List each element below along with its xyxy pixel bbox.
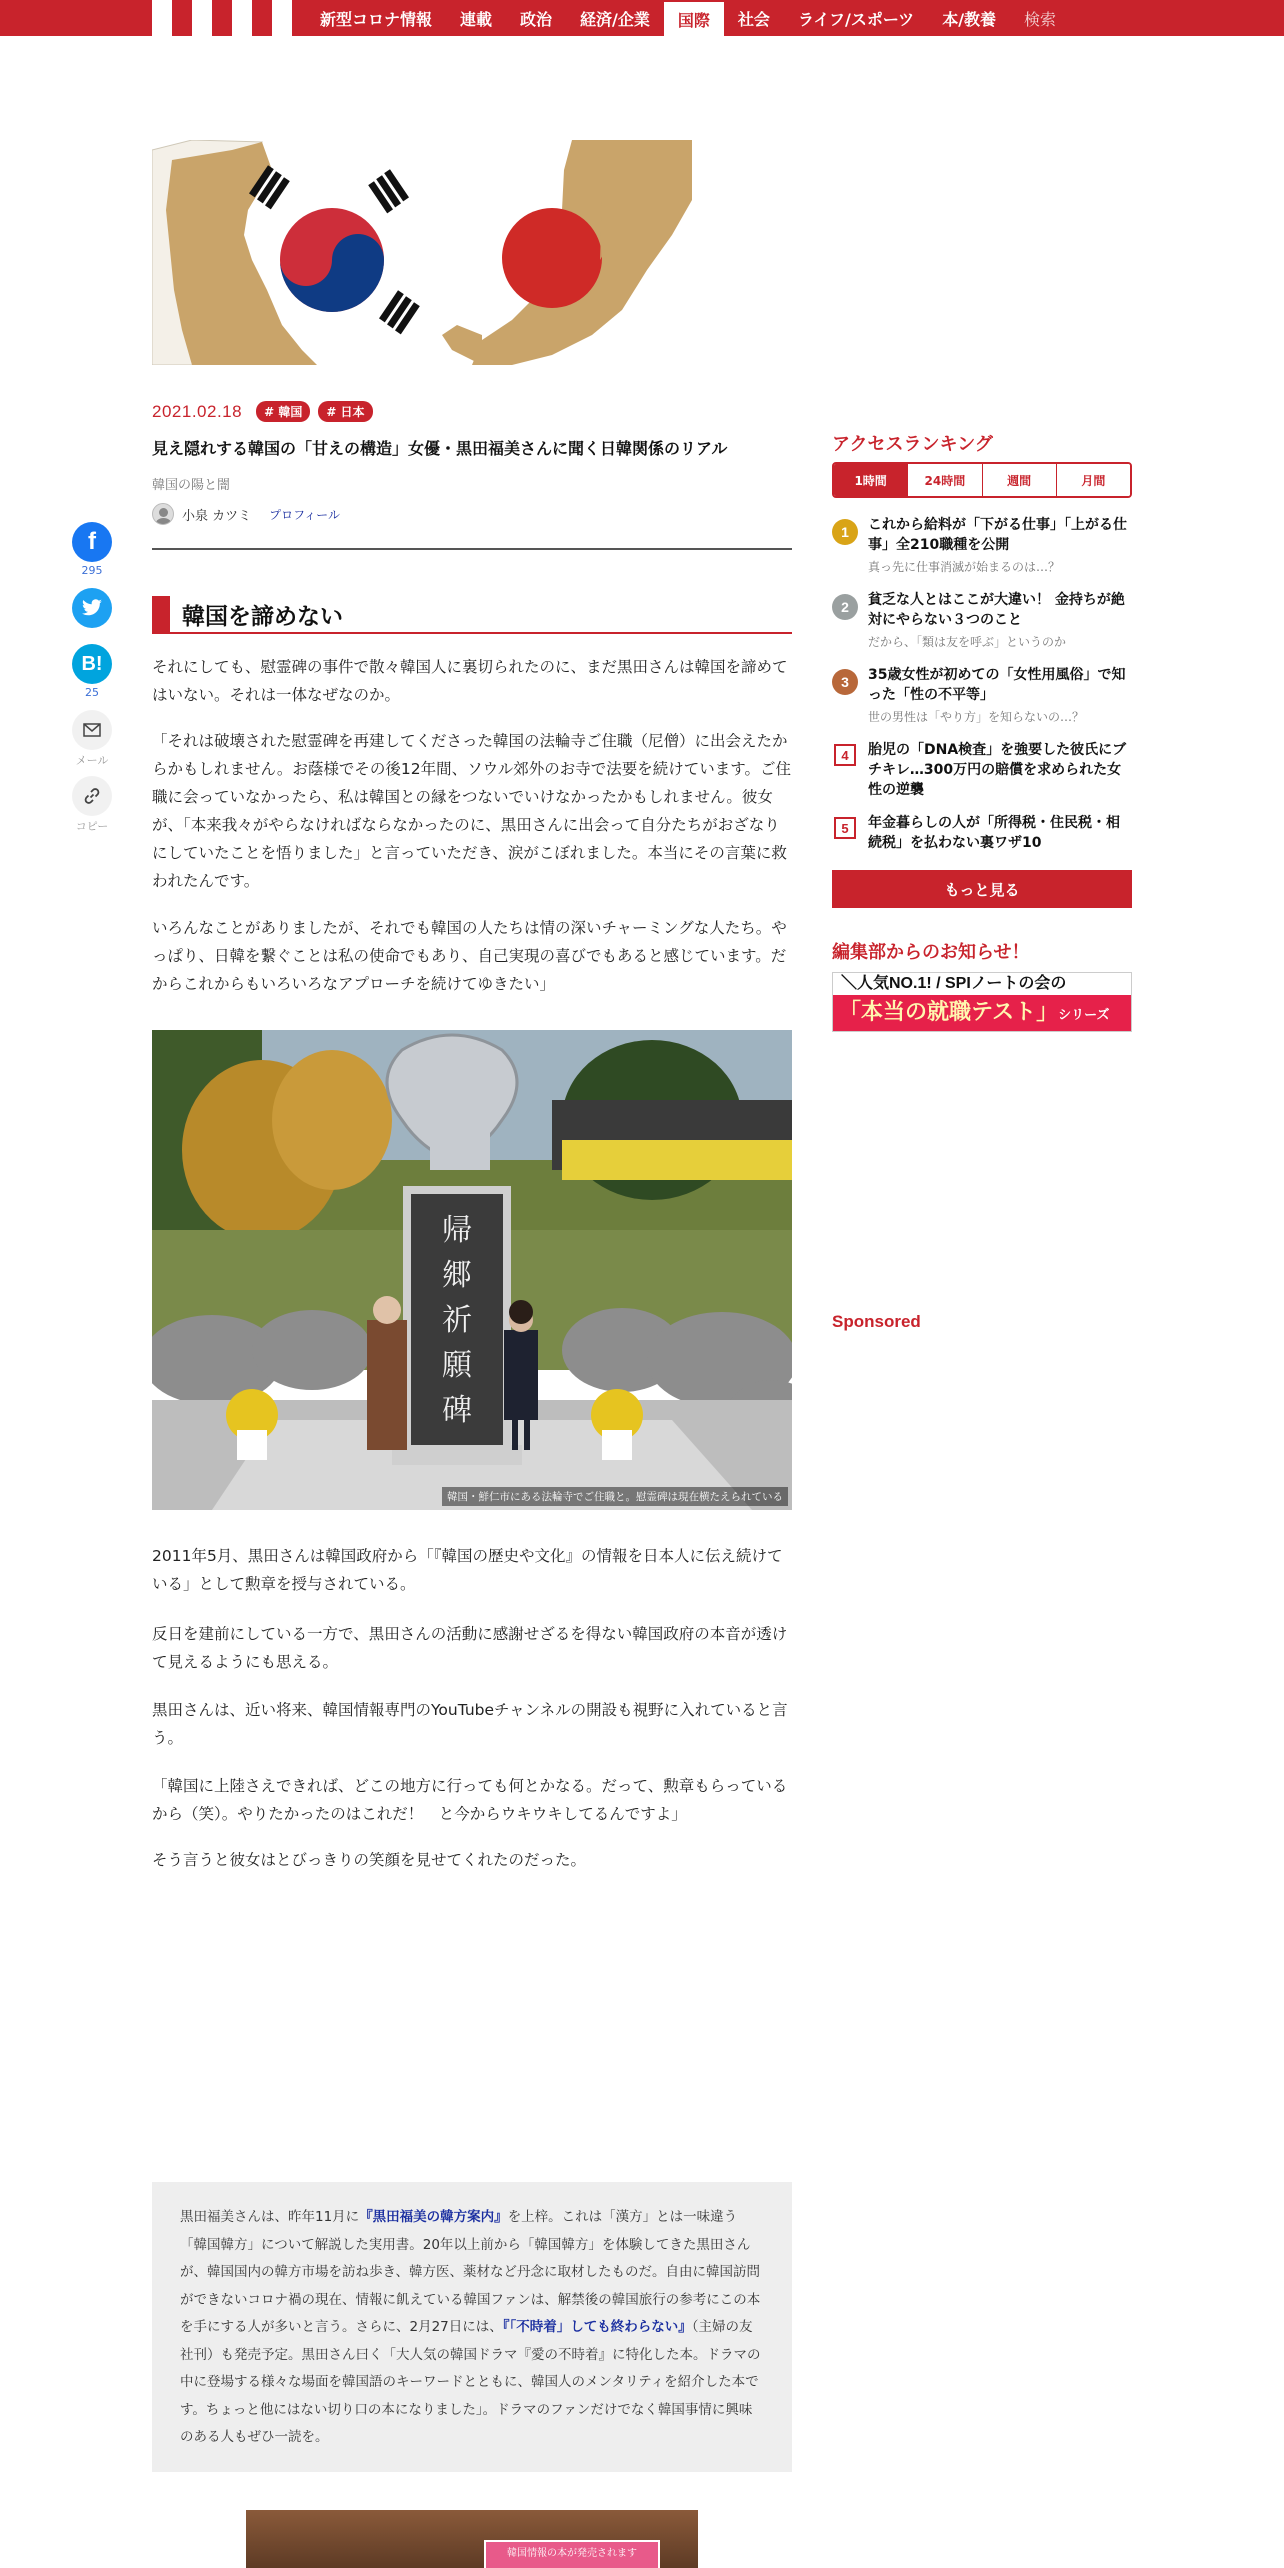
monument-char: 碑 <box>442 1393 472 1428</box>
ranking-title: アクセスランキング <box>832 434 993 455</box>
heading-accent-bar <box>152 596 170 632</box>
banner-series-text: シリーズ <box>1058 1008 1110 1023</box>
tab-24hours[interactable]: 24時間 <box>907 464 981 496</box>
rank-badge: 5 <box>834 817 856 839</box>
banner-line-1: ＼人気NO.1! / SPIノートの会の <box>841 975 1067 992</box>
tag-korea[interactable]: # 韓国 <box>256 401 310 422</box>
profile-link[interactable]: プロフィール <box>269 507 340 522</box>
ranking-item-title: 貧乏な人とはここが大違い！ 金持ちが絶対にやらない３つのこと <box>868 592 1125 628</box>
ranking-item-title: 胎児の「DNA検査」を強要した彼氏にブチキレ…300万円の賠償を求められた女性の逆襲 <box>868 742 1127 798</box>
hatena-bookmark-button[interactable] <box>72 644 112 684</box>
promo-image[interactable] <box>246 2510 698 2568</box>
nav-search-link[interactable]: 検索 <box>1024 9 1057 29</box>
book-info-box <box>152 2182 792 2472</box>
book-link-fujichaku[interactable]: 『「不時着」しても終わらない』 <box>502 2319 692 2335</box>
mail-icon <box>83 723 101 737</box>
article-paragraph: それにしても、慰霊碑の事件で散々韓国人に裏切られたのに、まだ黒田さんは韓国を諦めてはいない。それは一体なぜなのか。 <box>152 658 788 704</box>
article-paragraph: 「韓国に上陸さえできれば、どこの地方に行っても何とかなる。だって、勲章もらっているから（笑）。やりたかったのはこれだ！ と今からウキウキしてるんですよ」 <box>152 1777 788 1823</box>
spi-banner[interactable] <box>832 972 1132 1032</box>
promo-label: 韓国情報の本が発売されます <box>507 2548 637 2559</box>
info-text: を上梓。これは「漢方」とは一味違う「韓国韓方」について解説した実用書。20年以上前から「韓国韓方」を体験してきた黒田さんが、韓国国内の韓方市場を訪ね歩き、韓方医、薬材など丹念に取材したものだ。自由に韓国訪問ができないコロナ禍の現在、情報に飢えている韓国ファンは、解禁後の韓国旅行の参考にこの本を手にする人が多いと言う。さらに、2月27日には、 <box>180 2209 761 2335</box>
article-paragraph: 「それは破壊された慰霊碑を再建してくださった韓国の法輪寺ご住職（尼僧）に出会えたからかもしれません。お蔭様でその後12年間、ソウル郊外のお寺で法要を続けています。ご住職に会っていなかったら、私は韓国との縁をつないでいけなかったかもしれません。彼女が、「本来我々がやらなければならなかったのに、黒田さんに出会って自分たちがおざなりにしていたことを悟りました」と言っていただき、涙がこぼれました。本当にその言葉に救われたんです。 <box>152 732 791 890</box>
nav-item-international[interactable]: 国際 <box>664 2 724 36</box>
tab-1hour[interactable]: 1時間 <box>834 464 907 496</box>
rank-badge: 2 <box>832 594 858 620</box>
sponsored-label: Sponsored <box>832 1312 921 1331</box>
twitter-share-button[interactable] <box>72 588 112 628</box>
author-avatar <box>152 503 174 525</box>
article-meta <box>152 401 373 422</box>
share-bar <box>70 522 114 842</box>
nav-item-life-sports[interactable]: ライフ/スポーツ <box>797 9 915 29</box>
info-text: （主婦の友社刊）も発売予定。黒田さん曰く「大人気の韓国ドラマ『愛の不時着』に特化した本。ドラマの中に登場する様々な場面を韓国語のキーワードとともに、韓国人のメンタリティを紹介した本です。ちょっと他にはない切り口の本になりました」。ドラマのファンだけでなく韓国事情に興味のある人もぜひ一読を。 <box>180 2319 761 2445</box>
ranking-item-sub: だから、「類は友を呼ぶ」というのか <box>868 635 1067 649</box>
author-name[interactable]: 小泉 カツミ <box>182 508 252 524</box>
copy-link-button[interactable] <box>72 776 112 816</box>
article-title: 見え隠れする韓国の「甘えの構造」女優・黒田福美さんに聞く日韓関係のリアル <box>152 439 728 458</box>
hatena-icon: B! <box>81 652 103 675</box>
book-link-kanpo[interactable]: 『黒田福美の韓方案内』 <box>359 2209 508 2225</box>
monument-char: 帰 <box>442 1213 472 1248</box>
twitter-icon <box>81 599 103 617</box>
hatena-count: 25 <box>85 686 99 699</box>
ranking-item-title: 年金暮らしの人が「所得税・住民税・相続税」を払わない裏ワザ10 <box>868 815 1120 851</box>
tab-weekly[interactable]: 週間 <box>982 464 1056 496</box>
facebook-icon: f <box>88 528 96 555</box>
series-name[interactable]: 韓国の陽と闇 <box>152 478 231 493</box>
nav-item-series[interactable]: 連載 <box>460 9 493 29</box>
ranking-item[interactable] <box>832 813 1132 853</box>
mail-label: メール <box>75 754 109 767</box>
ranking-item-sub: 真っ先に仕事消滅が始まるのは…？ <box>868 560 1061 574</box>
article-paragraph: いろんなことがありましたが、それでも韓国の人たちは情の深いチャーミングな人たち。やっぱり、日韓を繋ぐことは私の使命でもあり、自己実現の喜びでもあると感じています。だからこれからもいろいろなアプローチを続けてゆきたい」 <box>152 919 787 993</box>
rank-badge: 1 <box>832 519 858 545</box>
hero-image <box>152 140 692 365</box>
link-icon <box>83 787 101 805</box>
nav-item-politics[interactable]: 政治 <box>520 9 553 29</box>
ranking-tabs <box>832 462 1132 498</box>
ranking-item[interactable] <box>832 665 1132 725</box>
article-photo <box>152 1030 792 1510</box>
rank-badge: 3 <box>832 669 858 695</box>
promo-label-box <box>484 2540 660 2568</box>
monument-char: 郷 <box>442 1258 472 1293</box>
nav-item-books[interactable]: 本/教養 <box>942 9 997 29</box>
nav-item-economy[interactable]: 経済/企業 <box>580 9 650 29</box>
copy-label: コピー <box>75 820 109 833</box>
notice-title: 編集部からのお知らせ！ <box>832 942 1030 963</box>
ranking-item[interactable] <box>832 590 1132 650</box>
article-paragraph: そう言うと彼女はとびっきりの笑顔を見せてくれたのだった。 <box>152 1851 587 1869</box>
photo-caption: 韓国・鮮仁市にある法輪寺でご住職と。慰霊碑は現在横たえられている <box>442 1487 788 1506</box>
more-button[interactable]: もっと見る <box>832 870 1132 908</box>
info-text: 黒田福美さんは、昨年11月に <box>180 2209 360 2225</box>
ranking-item-title: 35歳女性が初めての「女性用風俗」で知った「性の不平等」 <box>868 667 1126 703</box>
nav-menu <box>306 0 1070 36</box>
ranking-item-title: これから給料が「下がる仕事」「上がる仕事」全210職種を公開 <box>868 517 1127 553</box>
banner-main-text: 「本当の就職テスト」 <box>839 1000 1059 1025</box>
ranking-item[interactable] <box>832 515 1132 575</box>
facebook-share-button[interactable] <box>72 522 112 562</box>
tab-monthly[interactable]: 月間 <box>1056 464 1130 496</box>
monument-char: 祈 <box>442 1303 472 1338</box>
section-heading <box>152 596 792 634</box>
author-row <box>152 503 340 525</box>
site-logo[interactable] <box>152 0 292 36</box>
article-paragraph: 2011年5月、黒田さんは韓国政府から「『韓国の歴史や文化』の情報を日本人に伝え続けている」として勲章を授与されている。 <box>152 1547 783 1593</box>
ranking-item-sub: 世の男性は「やり方」を知らないの…？ <box>868 710 1085 724</box>
section-heading-text: 韓国を諦めない <box>182 603 343 630</box>
article-paragraph: 反日を建前にしている一方で、黒田さんの活動に感謝せざるを得ない韓国政府の本音が透けて見えるようにも思える。 <box>152 1625 788 1671</box>
ranking-item[interactable] <box>832 740 1132 800</box>
top-nav <box>0 0 1284 36</box>
facebook-share-count: 295 <box>81 564 103 577</box>
article-paragraph: 黒田さんは、近い将来、韓国情報専門のYouTubeチャンネルの開設も視野に入れていると言う。 <box>152 1701 788 1747</box>
rank-badge: 4 <box>834 744 856 766</box>
tag-japan[interactable]: # 日本 <box>318 401 372 422</box>
mail-share-button[interactable] <box>72 710 112 750</box>
nav-item-covid[interactable]: 新型コロナ情報 <box>320 9 433 29</box>
nav-item-society[interactable]: 社会 <box>737 9 770 29</box>
monument-char: 願 <box>442 1348 472 1383</box>
banner-line-2 <box>833 995 1131 1031</box>
article-date: 2021.02.18 <box>152 401 243 421</box>
header-divider <box>152 548 792 550</box>
